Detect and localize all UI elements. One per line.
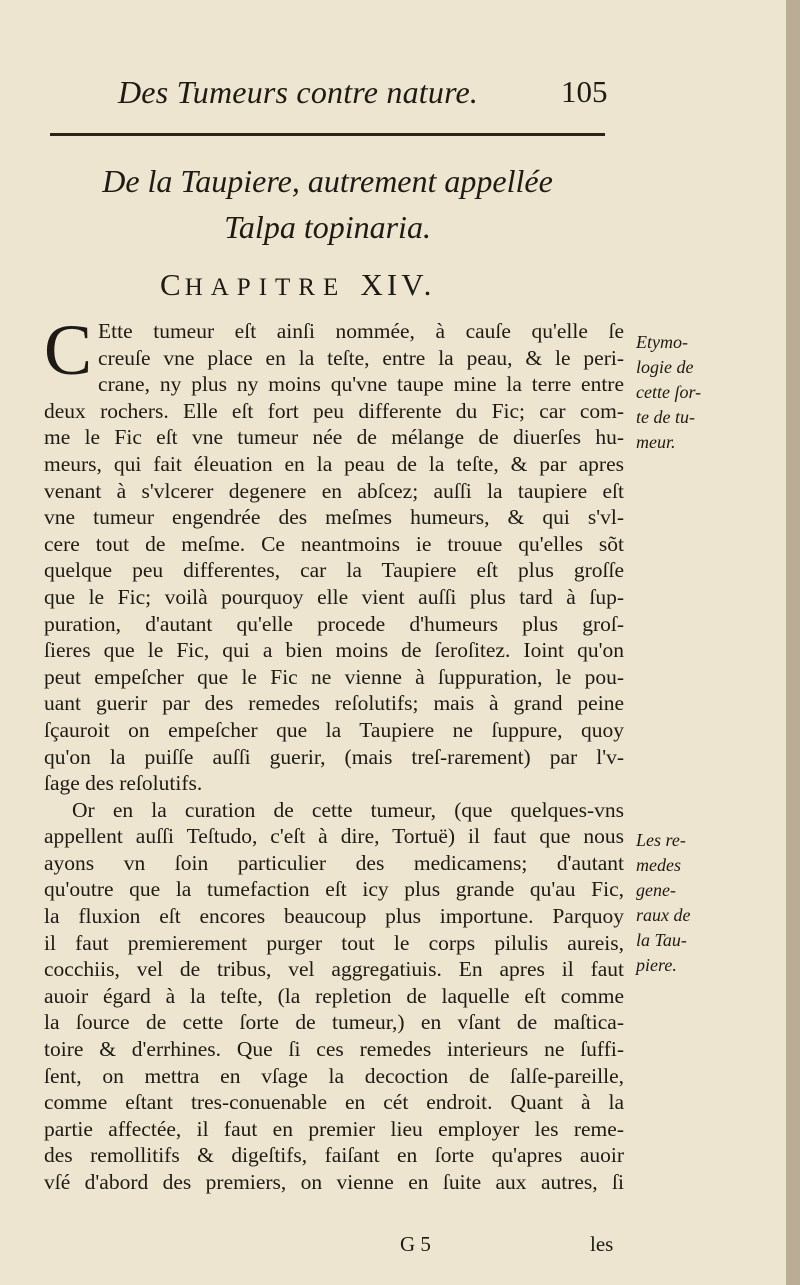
body-line: quelque peu differentes, car la Taupiere eſt plus groſſe [44,558,624,583]
title-line-1: De la Taupiere, autrement appellée [102,163,553,199]
margin-note-line: meur. [636,432,676,452]
body-line: ſçauroit on empeſcher que la Taupiere ne ſuppure, quoy [44,717,624,742]
margin-note-line: gene- [636,880,676,900]
body-line: ſage des reſolutifs. [44,771,203,796]
margin-note-etymology [636,330,746,455]
body-line: cere tout de meſme. Ce neantmoins ie trouue qu'elles sõt [44,531,624,556]
margin-note-line: la Tau- [636,930,687,950]
body-line: vſé d'abord des premiers, on vienne en ſuite aux autres, ſi [44,1170,624,1194]
title-line-2: Talpa topinaria. [224,209,431,245]
margin-note-line: te de tu- [636,407,695,427]
body-line: peut empeſcher que le Fic ne vienne à ſuppuration, le pou- [44,664,624,689]
margin-note-line: logie de [636,357,694,377]
body-line: la ſource de cette ſorte de tumeur,) en vſant de maſtica- [44,1010,624,1035]
margin-note-line: Etymo- [636,332,688,352]
margin-note-remedies [636,828,746,978]
header-rule [50,133,605,136]
chapter-first-letter: C [160,267,185,302]
chapter-word: HAPITRE [184,274,347,301]
body-line: ſieres que le Fic, qui a bien moins de ſeroſitez. Ioint qu'on [44,638,624,663]
body-line: la fluxion eſt encores beaucoup plus importune. Parquoy [44,904,624,929]
chapter-title [50,158,605,250]
body-line: des remollitifs & digeſtifs, faiſant en ſorte qu'apres auoir [44,1143,624,1168]
chapter-heading [160,267,435,303]
body-line: que le Fic; voilà pourquoy elle vient auſſi plus tard à ſup- [44,584,624,609]
body-line: toire & d'errhines. Que ſi ces remedes interieurs ne ſuffi- [44,1037,624,1062]
body-text [44,310,624,1196]
margin-note-line: raux de [636,905,691,925]
body-line: ayons vn ſoin particulier des medicamens; d'autant [44,850,624,875]
drop-cap: C [44,310,93,390]
body-line: auoir égard à la teſte, (la repletion de laquelle eſt comme [44,983,624,1008]
body-line: me le Fic eſt vne tumeur née de mélange de diuerſes hu- [44,425,624,450]
margin-note-line: medes [636,855,681,875]
margin-note-line: Les re- [636,830,686,850]
body-line: ſent, on mettra en vſage la decoction de ſalſe-pareille, [44,1063,624,1088]
body-line: deux rochers. Elle eſt fort peu differente du Fic; car com- [44,398,624,423]
body-line: Or en la curation de cette tumeur, (que quelques-vns [72,797,624,822]
running-head: Des Tumeurs contre nature. [118,74,479,110]
body-line: partie affectée, il faut en premier lieu employer les reme- [44,1116,624,1141]
chapter-numeral: XIV. [360,267,436,302]
catchword: les [590,1232,614,1256]
body-line: puration, d'autant qu'elle procede d'humeurs plus groſ- [44,611,624,636]
body-line: creuſe vne place en la teſte, entre la peau, & le peri- [98,345,624,370]
margin-note-line: piere. [636,955,677,975]
signature-mark: G 5 [400,1232,431,1256]
body-line: il faut premierement purger tout le corps pilulis aureis, [44,930,624,955]
body-line: comme eſtant tres-conuenable en cét endroit. Quant à la [44,1090,624,1115]
margin-note-line: cette ſor- [636,382,702,402]
body-line: vne tumeur engendrée des meſmes humeurs, & qui s'vl- [44,505,624,530]
body-line: venant à s'vlcerer degenere en abſcez; auſſi la taupiere eſt [44,478,624,503]
body-line: qu'outre que la tumefaction eſt icy plus grande qu'au Fic, [44,877,624,902]
body-line: crane, ny plus ny moins qu'vne taupe mine la terre entre [98,372,624,397]
page-header [118,72,618,122]
body-line: uant guerir par des remedes reſolutifs; mais à grand peine [44,691,624,716]
body-line: appellent auſſi Teſtudo, c'eſt à dire, Tortuë) il faut que nous [44,824,624,849]
body-line: qu'on la puiſſe auſſi guerir, (mais treſ-rarement) par l'v- [44,744,624,769]
body-line: Ette tumeur eſt ainſi nommée, à cauſe qu'elle ſe [98,319,624,343]
page-edge [786,0,800,1285]
body-line: meurs, qui fait éleuation en la peau de la teſte, & par apres [44,451,624,476]
page-number: 105 [561,74,608,109]
body-line: cocchiis, vel de tribus, vel aggregatiuis. En apres il faut [44,957,624,982]
